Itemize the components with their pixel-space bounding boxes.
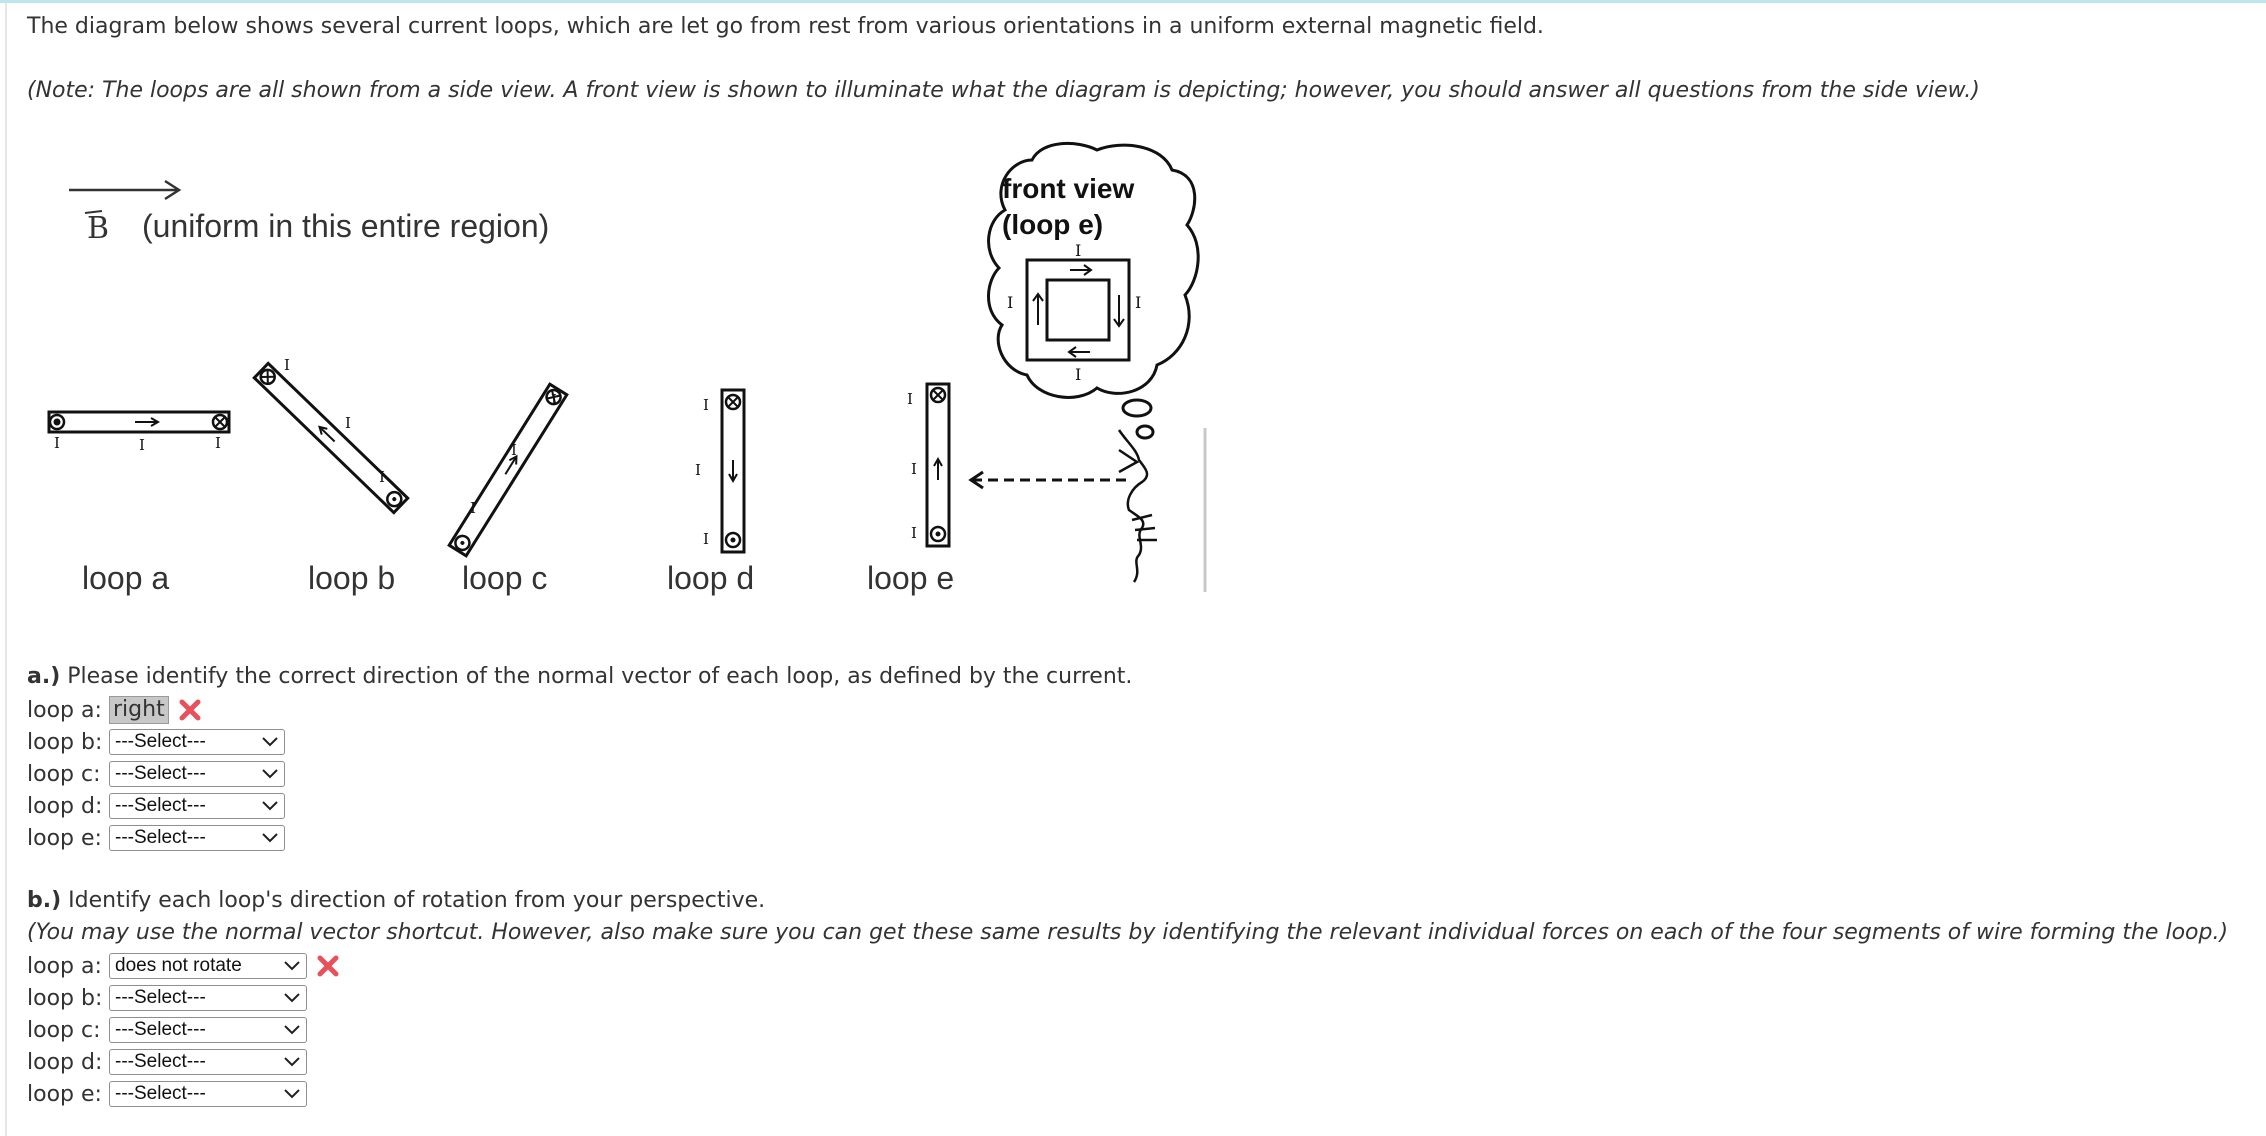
row-label: loop a: (27, 697, 102, 723)
part-b-loop-a-select[interactable]: does not rotate (109, 953, 307, 979)
loop-b-drawing (254, 363, 407, 512)
row-label: loop c: (27, 761, 101, 787)
part-a-loop-e-select[interactable]: ---Select--- (109, 825, 285, 851)
sight-line (971, 472, 1132, 488)
part-b-loop-e-select[interactable]: ---Select--- (109, 1081, 307, 1107)
intro-text: The diagram below shows several current loops, which are let go from rest from various orientations in a uniform external magnetic field. (27, 14, 1544, 39)
svg-text:I: I (139, 436, 145, 454)
part-b-text: Identify each loop's direction of rotation from your perspective. (68, 888, 766, 913)
part-a-row-loop-b (27, 727, 285, 757)
loop-label-a: loop a (82, 560, 170, 596)
row-label: loop b: (27, 729, 103, 755)
svg-text:I: I (379, 468, 385, 486)
chevron-down-icon (284, 1025, 300, 1035)
svg-text:I: I (703, 530, 709, 548)
part-a-prefix: a.) (27, 664, 61, 689)
loop-label-d: loop d (667, 560, 755, 596)
chevron-down-icon (284, 961, 300, 971)
loop-e-current-labels (907, 390, 917, 542)
part-b-loop-c-select[interactable]: ---Select--- (109, 1017, 307, 1043)
part-b-question (27, 888, 765, 913)
part-b-row-loop-a (27, 951, 341, 981)
row-label: loop a: (27, 953, 102, 979)
chevron-down-icon (284, 993, 300, 1003)
field-arrow (69, 181, 179, 199)
part-b-hint: (You may use the normal vector shortcut. However, also make sure you can get these same results by identifying the relevant individual forces on each of the four segments of wire forming the loop.) (27, 920, 2229, 945)
svg-text:I: I (1075, 241, 1082, 260)
loop-a-drawing (49, 412, 229, 432)
part-a-loop-c-select[interactable]: ---Select--- (109, 761, 285, 787)
svg-text:I: I (345, 414, 351, 432)
note-text: (Note: The loops are all shown from a side view. A front view is shown to illuminate what the diagram is depicting; however, you should answer all questions from the side view.) (27, 78, 1980, 103)
svg-text:I: I (215, 434, 221, 452)
field-symbol: B (87, 211, 110, 246)
incorrect-x-icon (315, 953, 341, 979)
svg-text:I: I (911, 460, 917, 478)
part-a-text: Please identify the correct direction of the normal vector of each loop, as defined by the current. (67, 664, 1133, 689)
part-a-row-loop-a (27, 695, 203, 725)
part-b-row-loop-e (27, 1079, 307, 1109)
loop-d-current-labels (695, 396, 709, 548)
field-vector-symbol (85, 211, 109, 246)
chevron-down-icon (262, 801, 278, 811)
row-label: loop d: (27, 793, 103, 819)
loop-d-drawing (722, 390, 744, 552)
svg-text:I: I (284, 356, 290, 374)
part-b-loop-b-select[interactable]: ---Select--- (109, 985, 307, 1011)
row-label: loop c: (27, 1017, 101, 1043)
loop-e-drawing (927, 384, 949, 546)
part-b-row-loop-d (27, 1047, 307, 1077)
part-a-question (27, 664, 1132, 689)
svg-text:I: I (470, 499, 476, 517)
bubble-line1: front view (1002, 173, 1135, 204)
loop-c-drawing (449, 384, 567, 556)
svg-text:I: I (1135, 293, 1142, 312)
svg-text:I: I (551, 391, 557, 409)
part-a-row-loop-d (27, 791, 285, 821)
svg-text:I: I (907, 390, 913, 408)
svg-text:I: I (695, 461, 701, 479)
bubble-line2: (loop e) (1002, 209, 1104, 240)
row-label: loop d: (27, 1049, 103, 1075)
part-a-loop-a-answer: right (109, 696, 169, 724)
loop-labels (82, 560, 954, 596)
svg-text:I: I (54, 434, 60, 452)
chevron-down-icon (262, 769, 278, 779)
part-a-loop-d-select[interactable]: ---Select--- (109, 793, 285, 819)
svg-text:I: I (911, 524, 917, 542)
chevron-down-icon (284, 1089, 300, 1099)
chevron-down-icon (284, 1057, 300, 1067)
row-label: loop e: (27, 825, 102, 851)
chevron-down-icon (262, 737, 278, 747)
top-border (0, 0, 2266, 3)
incorrect-x-icon (177, 697, 203, 723)
loop-label-b: loop b (308, 560, 396, 596)
observer-face (1119, 428, 1205, 592)
part-a-row-loop-e (27, 823, 285, 853)
loops-diagram (27, 130, 1207, 600)
loop-a-current-labels (54, 434, 221, 454)
part-b-row-loop-c (27, 1015, 307, 1045)
part-a-loop-b-select[interactable]: ---Select--- (109, 729, 285, 755)
loop-label-c: loop c (462, 560, 548, 596)
field-label: (uniform in this entire region) (142, 208, 550, 244)
svg-text:I: I (1007, 293, 1014, 312)
row-label: loop e: (27, 1081, 102, 1107)
row-label: loop b: (27, 985, 103, 1011)
part-b-row-loop-b (27, 983, 307, 1013)
loop-label-e: loop e (867, 560, 955, 596)
part-b-loop-d-select[interactable]: ---Select--- (109, 1049, 307, 1075)
part-a-row-loop-c (27, 759, 285, 789)
chevron-down-icon (262, 833, 278, 843)
part-b-prefix: b.) (27, 888, 62, 913)
left-border (5, 3, 7, 1136)
svg-text:I: I (1075, 365, 1082, 384)
svg-text:I: I (703, 396, 709, 414)
svg-text:I: I (511, 441, 517, 459)
